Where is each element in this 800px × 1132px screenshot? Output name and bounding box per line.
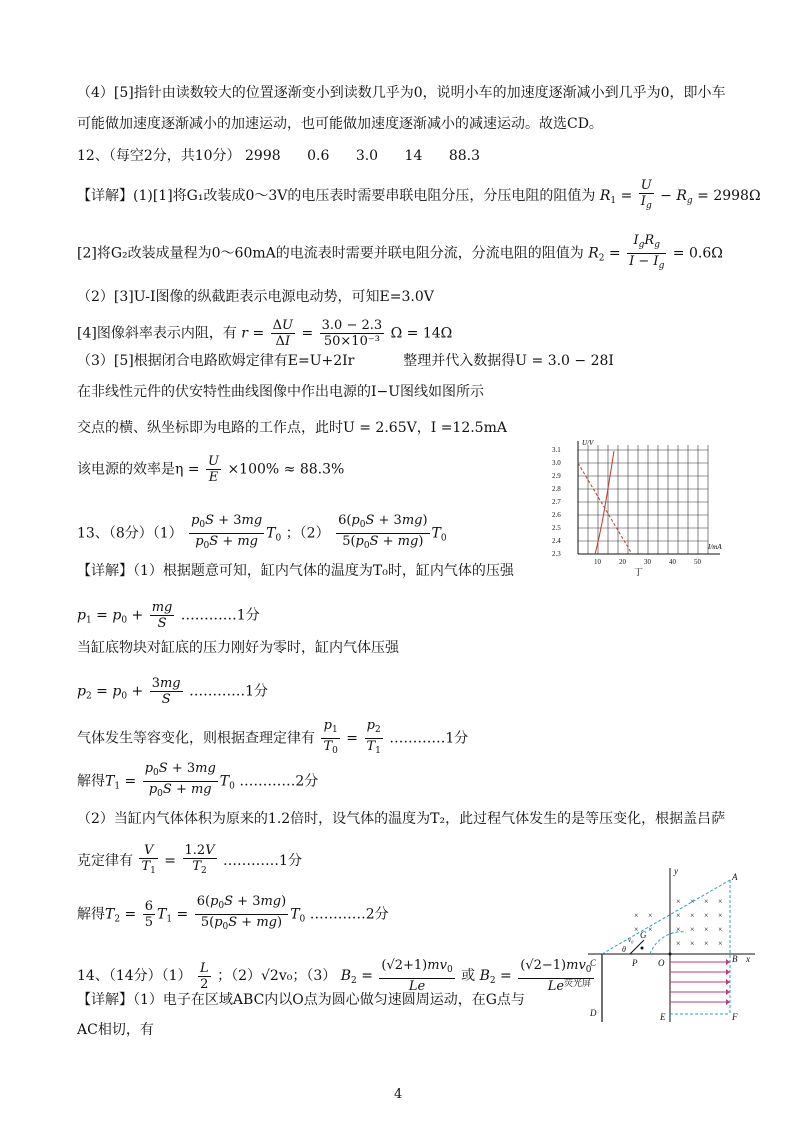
q12-graph-ylabel: U/V xyxy=(582,439,594,447)
q14-answer-line: 14、（14分）（1） $\frac{L}{2}$ ；（2）√2v₀；（3） $B_2$ = $\frac{(√2+1)mv_0}{Le}$ 或 $B_2$ = $\frac{(√2-1)mv_0}{Le}$ xyxy=(77,958,592,994)
q13-eq-gaylussac-1: $\frac{V}{T_1}$ xyxy=(141,843,156,876)
q13-detail-8-text: 克定律有 xyxy=(77,853,133,869)
q13-answer-2: $\frac{6(p_0S + 3mg)}{5(p_0S + mg)}$ xyxy=(338,513,428,551)
q12-ytick: 2.9 xyxy=(552,472,561,480)
q12-eq-efficiency-result: ×100% ≈ 88.3% xyxy=(227,461,345,478)
q12-answer-5: 88.3 xyxy=(448,148,480,164)
q12-eq-r2-result: = 0.6Ω xyxy=(672,245,723,262)
q13-detail-8: 克定律有 $\frac{V}{T_1}$ = $\frac{1.2V}{T_2}$ …………1分 xyxy=(77,843,302,879)
q13-sep: ；（2） xyxy=(285,525,330,542)
svg-text:×: × xyxy=(648,925,653,934)
q14-label: D xyxy=(590,1008,597,1018)
q12-answer-3: 3.0 xyxy=(355,148,379,164)
q12-eq-r-values: $\frac{3.0 - 2.3}{\text{50×10⁻³}}$ xyxy=(321,318,383,349)
svg-text:×: × xyxy=(718,911,723,920)
q13-eq-t1-frac: $\frac{p_0S + 3mg}{p_0S + mg}$ xyxy=(144,761,216,799)
page-number: 4 xyxy=(394,1087,403,1102)
q12-graph-caption: 丁 xyxy=(634,567,644,577)
q13-detail-4: $p_2 = p_0$ + $\frac{3mg}{S}$ …………1分 xyxy=(77,676,268,707)
q12-ytick: 3.0 xyxy=(552,459,561,467)
svg-text:×: × xyxy=(704,925,709,934)
q13-head: 13、（8分）（1） xyxy=(77,525,183,542)
q14-detail-2: AC相切，有 xyxy=(77,1022,154,1038)
q12-graph-ticks xyxy=(552,446,702,566)
q14-line-ac xyxy=(602,880,730,954)
q13-answer-1: $\frac{p_0S + 3mg}{p_0S + mg}$ xyxy=(191,513,263,551)
svg-text:×: × xyxy=(676,939,681,948)
q14-label: B xyxy=(732,954,738,964)
q13-score-2: …………1分 xyxy=(189,683,268,700)
q12-detail-1-text: 【详解】(1)[1]将G₁改装成0～3V的电压表时需要串联电阻分压，分压电阻的阻值为 xyxy=(77,188,596,204)
q12-detail-5-text: （3）[5]根据闭合电路欧姆定律有E=U+2Ir xyxy=(77,353,355,369)
q12-ytick: 2.4 xyxy=(552,537,561,545)
q13-detail-1: 【详解】（1）根据题意可知，缸内气体的温度为T₀时，缸内气体的压强 xyxy=(77,563,514,579)
q14-label: C xyxy=(590,958,597,968)
svg-text:×: × xyxy=(718,897,723,906)
svg-text:×: × xyxy=(676,897,681,906)
q14-label: 荧光屏 xyxy=(564,978,592,988)
q12-answer-4: 14 xyxy=(404,148,423,164)
q12-ytick: 2.7 xyxy=(552,498,561,506)
q12-detail-4: [4]图像斜率表示内阻，有 r = $\frac{\Delta U}{\Delta I}$ = $\frac{3.0 - 2.3}{\text{50×10⁻³}}$ Ω = 14Ω xyxy=(77,318,453,349)
q12-eq-efficiency-frac: $\frac{U}{E}$ xyxy=(208,454,219,485)
q13-eq-p1-frac: $\frac{mg}{S}$ xyxy=(151,600,173,631)
q13-detail-5-text: 气体发生等容变化，则根据查理定律有 xyxy=(77,730,315,747)
q13-eq-t2-ratio: $\frac{6}{5}$ xyxy=(144,899,153,930)
q14-arc xyxy=(650,932,686,954)
q14-detail-1: 【详解】（1）电子在区域ABC内以O点为圆心做匀速圆周运动，在G点与 xyxy=(77,992,525,1008)
q12-detail-2: [2]将G₂改装成量程为0～60mA的电流表时需要并联电阻分流，分流电阻的阻值为 $R_2$ = $\frac{I_gR_g}{I - I_g}$ = 0.6Ω xyxy=(77,233,723,274)
q14-answer-3a: $\frac{(√2+1)mv_0}{Le}$ xyxy=(381,958,453,994)
q14-label: x xyxy=(746,954,750,964)
q12-graph-source-line xyxy=(578,463,632,554)
q14-arrow-heads xyxy=(726,959,730,1005)
svg-text:×: × xyxy=(704,911,709,920)
q12-ytick: 2.5 xyxy=(552,524,561,532)
q13-eq-p2-frac: $\frac{3mg}{S}$ xyxy=(151,676,181,707)
q14-field-marks xyxy=(634,897,723,948)
svg-text:×: × xyxy=(704,939,709,948)
q12-xtick: 20 xyxy=(619,558,626,566)
q13-detail-2: $p_1 = p_0$ + $\frac{mg}{S}$ …………1分 xyxy=(77,600,260,631)
q13-detail-7: （2）当缸内气体体积为原来的1.2倍时，设气体的温度为T₂，此过程气体发生的是等压变化，根据盖吕萨 xyxy=(77,811,726,827)
q12-detail-2-text: [2]将G₂改装成量程为0～60mA的电流表时需要并联电阻分流，分流电阻的阻值为 xyxy=(77,245,584,262)
svg-text:×: × xyxy=(634,925,639,934)
q13-score-5: …………1分 xyxy=(223,853,302,869)
q13-detail-3: 当缸底物块对缸底的压力刚好为零时，缸内气体压强 xyxy=(77,640,399,656)
q14-label: θ xyxy=(622,945,626,954)
q12-iu-graph xyxy=(548,437,730,579)
q12-graph-grid xyxy=(578,445,708,554)
q12-eq-r1-result: = 2998Ω xyxy=(697,188,761,204)
q13-score-6: …………2分 xyxy=(309,906,389,923)
q14-field-diagram xyxy=(560,862,760,1026)
q12-ytick: 2.8 xyxy=(552,485,561,493)
p4-line-1: （4）[5]指针由读数较大的位置逐渐变小到读数几乎为0，说明小车的加速度逐渐减小到几乎为0，即小车 xyxy=(77,85,726,101)
svg-text:×: × xyxy=(690,897,695,906)
q13-eq-t2-frac: $\frac{6(p_0S + 3mg)}{5(p_0S + mg)}$ xyxy=(196,894,287,932)
q14-label: A xyxy=(732,872,738,882)
q12-answer-1: 2998 xyxy=(245,148,281,164)
q12-eq-r2-frac: $\frac{I_gR_g}{I - I_g}$ xyxy=(629,233,665,271)
q12-ytick: 3.1 xyxy=(552,446,561,454)
q12-detail-4-text: [4]图像斜率表示内阻，有 xyxy=(77,325,237,342)
q12-ytick: 2.3 xyxy=(552,550,561,558)
q13-detail-6: 解得$T_1$ = $\frac{p_0S + 3mg}{p_0S + mg}$ $T_0$ …………2分 xyxy=(77,761,318,802)
q14-label: y xyxy=(674,866,678,876)
svg-text:×: × xyxy=(690,925,695,934)
q12-xtick: 10 xyxy=(594,558,601,566)
q14-label: G xyxy=(640,930,647,940)
q12-xtick: 30 xyxy=(644,558,651,566)
q14-label: E xyxy=(660,1012,666,1022)
q14-field-arrows xyxy=(670,962,726,1002)
q12-eq-r1-frac: $\frac{U}{I_g}$ xyxy=(640,178,652,211)
q12-detail-8 xyxy=(77,454,344,485)
q13-detail-9: 解得$T_2$ = $\frac{6}{5}$ $T_1$ = $\frac{6(p_0S + 3mg)}{5(p_0S + mg)}$ $T_0$ …………2分 xyxy=(77,894,389,935)
q13-score-1: …………1分 xyxy=(180,607,260,624)
q12-detail-5-rearranged: 整理并代入数据得U = 3.0 − 28I xyxy=(403,353,614,369)
q14-answer-1: $\frac{L}{2}$ xyxy=(200,960,209,992)
svg-text:×: × xyxy=(718,925,723,934)
q13-score-4: …………2分 xyxy=(239,773,319,790)
q12-answer-line xyxy=(77,147,480,165)
svg-text:×: × xyxy=(676,925,681,934)
q14-answer-3b: $\frac{(√2-1)mv_0}{Le}$ xyxy=(520,958,592,994)
q13-eq-gaylussac-2: $\frac{1.2V}{T_2}$ xyxy=(184,843,215,876)
q14-label: F xyxy=(732,1012,738,1022)
q14-or: 或 xyxy=(461,968,476,984)
q12-graph-xlabel: I/mA xyxy=(708,543,722,551)
q14-head: 14、（14分）（1） xyxy=(77,968,192,984)
q12-xtick: 50 xyxy=(694,558,701,566)
q12-detail-7: 交点的横、纵坐标即为电路的工作点，此时U = 2.65V，I =12.5mA xyxy=(77,420,507,436)
q13-eq-charles-1: $\frac{p_1}{T_0}$ xyxy=(323,718,338,756)
q12-xtick: 40 xyxy=(669,558,676,566)
q12-detail-3: （2）[3]U-I图像的纵截距表示电源电动势，可知E=3.0V xyxy=(77,289,434,305)
svg-text:×: × xyxy=(718,939,723,948)
q14-label: v₀ xyxy=(628,936,634,944)
q13-detail-9-text: 解得 xyxy=(77,906,105,923)
p4-line-2: 可能做加速度逐渐减小的加速运动，也可能做加速度逐渐减小的减速运动。故选CD。 xyxy=(77,116,603,132)
svg-text:×: × xyxy=(676,911,681,920)
q12-detail-5 xyxy=(77,352,614,370)
q12-answer-2: 0.6 xyxy=(307,148,330,164)
q12-eq-r-delta: $\frac{\Delta U}{\Delta I}$ xyxy=(272,318,293,349)
q12-detail-8-text: 该电源的效率是η = xyxy=(77,461,200,478)
q13-eq-charles-2: $\frac{p_2}{T_1}$ xyxy=(366,718,381,756)
q13-answer-line: 13、（8分）（1） $\frac{p_0S + 3mg}{p_0S + mg}$ $T_0$ ；（2） $\frac{6(p_0S + 3mg)}{5(p_0S + mg)}$ $T_0$ xyxy=(77,513,447,554)
q13-score-3: …………1分 xyxy=(389,730,469,747)
q14-mid: ；（2）√2v₀；（3） xyxy=(217,968,337,984)
svg-text:×: × xyxy=(690,911,695,920)
q12-ytick: 2.6 xyxy=(552,511,561,519)
svg-text:×: × xyxy=(704,897,709,906)
q14-label: P xyxy=(632,958,638,968)
q12-head: 12、（每空2分，共10分） xyxy=(77,148,241,164)
q13-detail-5: 气体发生等容变化，则根据查理定律有 $\frac{p_1}{T_0}$ = $\frac{p_2}{T_1}$ …………1分 xyxy=(77,718,468,759)
svg-text:×: × xyxy=(634,911,639,920)
q14-label: O xyxy=(658,958,665,968)
q12-detail-1: 【详解】(1)[1]将G₁改装成0～3V的电压表时需要串联电阻分压，分压电阻的阻值为 $R_1$ = $\frac{U}{I_g}$ − $R_g = 2998\Omega$ xyxy=(77,178,761,214)
q12-detail-6: 在非线性元件的伏安特性曲线图像中作出电源的I−U图线如图所示 xyxy=(77,384,485,400)
q13-detail-6-text: 解得 xyxy=(77,773,105,790)
svg-text:×: × xyxy=(690,939,695,948)
q12-eq-r-result: Ω = 14Ω xyxy=(390,325,453,342)
svg-text:×: × xyxy=(648,911,653,920)
